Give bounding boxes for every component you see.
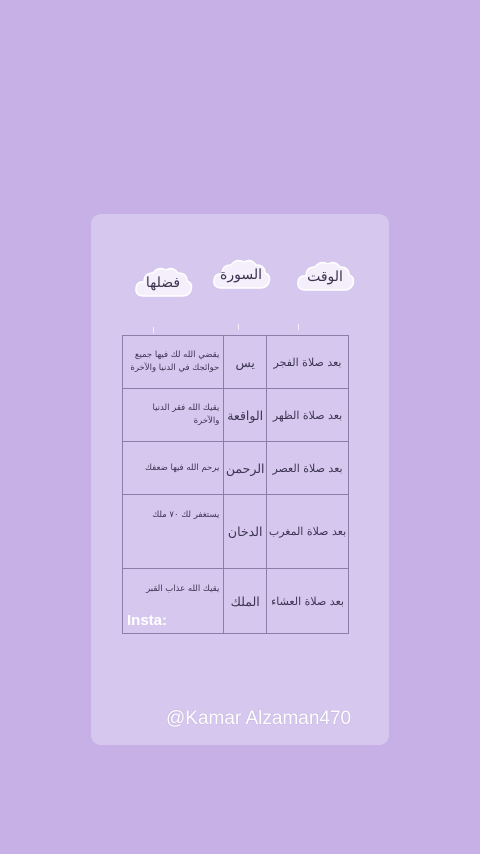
header-surah: السورة <box>220 267 262 283</box>
time-cell: بعد صلاة العصر <box>267 442 349 495</box>
table-row <box>123 495 349 569</box>
connector-line <box>298 324 299 330</box>
connector-line <box>153 327 154 333</box>
time-cell: بعد صلاة العشاء <box>267 569 349 634</box>
header-cloud-surah <box>210 256 272 296</box>
header-merit: فضلها <box>145 275 181 291</box>
schedule-table <box>122 335 349 634</box>
table-row <box>123 389 349 442</box>
table-row <box>123 442 349 495</box>
merit-cell: يقضي الله لك فيها جميع حوائجك في الدنيا والآخرة <box>123 336 224 389</box>
table-row <box>123 336 349 389</box>
header-cloud-merit <box>132 264 194 304</box>
merit-cell: يقيك الله فقر الدنيا والآخرة <box>123 389 224 442</box>
header-time: الوقت <box>307 269 343 285</box>
surah-cell: يس <box>224 336 267 389</box>
merit-cell: يستغفر لك ٧٠ ملك <box>123 495 224 569</box>
merit-cell: يرحم الله فيها ضعفك <box>123 442 224 495</box>
author-handle: @Kamar Alzaman470 <box>166 708 352 729</box>
time-cell: بعد صلاة الظهر <box>267 389 349 442</box>
surah-cell: الدخان <box>224 495 267 569</box>
time-cell: بعد صلاة الفجر <box>267 336 349 389</box>
surah-cell: الملك <box>224 569 267 634</box>
connector-line <box>238 324 239 330</box>
merit-cell: يقيك الله عذاب القبر <box>123 569 224 634</box>
surah-cell: الواقعة <box>224 389 267 442</box>
time-cell: بعد صلاة المغرب <box>267 495 349 569</box>
insta-label: Insta: <box>127 612 168 629</box>
surah-cell: الرحمن <box>224 442 267 495</box>
header-cloud-time <box>294 258 356 298</box>
